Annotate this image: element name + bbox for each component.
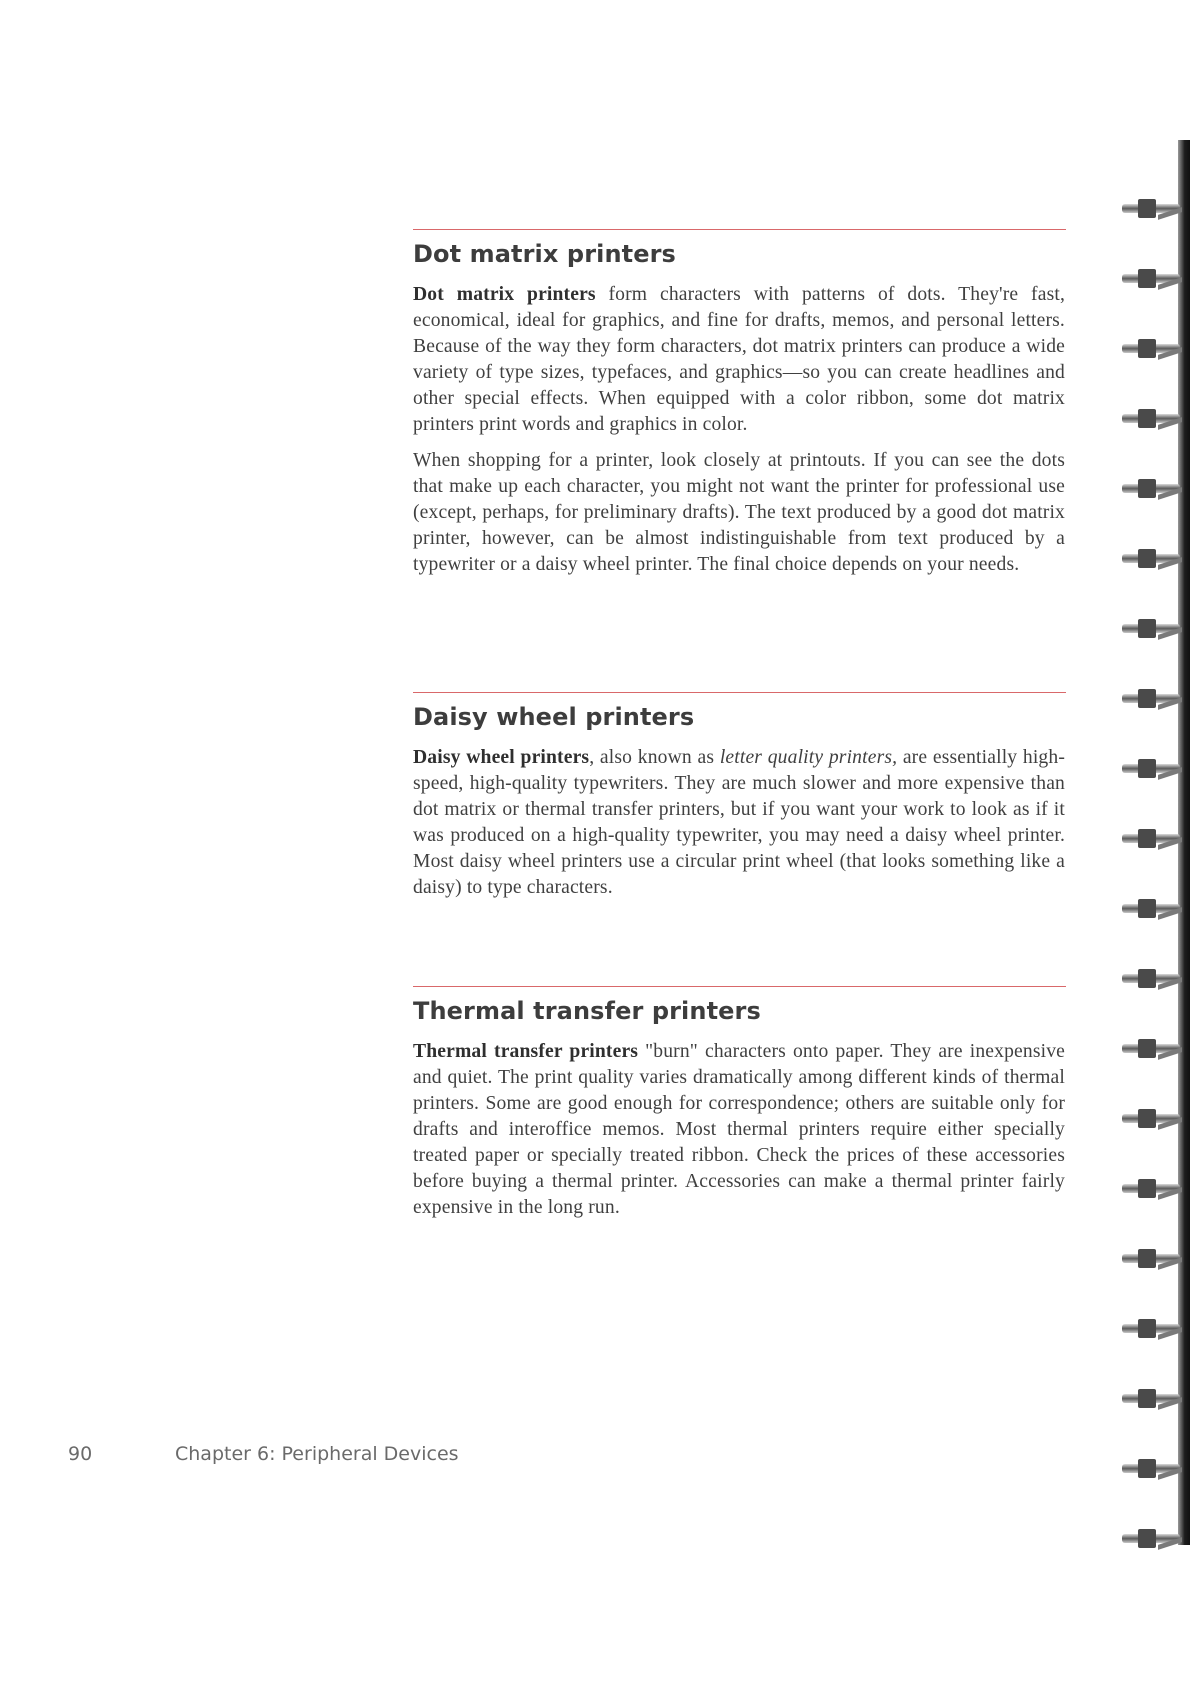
bold-term: Daisy wheel printers <box>413 747 590 768</box>
section-daisy-wheel <box>413 692 1068 901</box>
binding-coil <box>1118 756 1186 782</box>
coil-knot <box>1138 1109 1156 1128</box>
binding-coil <box>1118 476 1186 502</box>
section-heading: Daisy wheel printers <box>413 703 695 731</box>
section-divider <box>413 986 1066 987</box>
paragraph-text-lead: , also known as <box>589 747 720 768</box>
paragraph-text: When shopping for a printer, look closely at printouts. If you can see the dots that make up each character, you might not want the printer for professional use (except, perhaps, for preliminary drafts). The text produced by a good dot matrix printer, however, can be almost indistinguishable from text produced by a typewriter or a daisy wheel printer. The final choice depends on your needs. <box>413 450 1065 575</box>
coil-knot <box>1138 1319 1156 1338</box>
coil-knot <box>1138 1179 1156 1198</box>
binding-coil <box>1118 546 1186 572</box>
binding-coil <box>1118 1526 1186 1552</box>
spiral-binding <box>1118 140 1190 1545</box>
binding-coil <box>1118 406 1186 432</box>
binding-coil <box>1118 1386 1186 1412</box>
coil-knot <box>1138 339 1156 358</box>
binding-coil <box>1118 196 1186 222</box>
bold-term: Thermal transfer printers <box>413 1041 639 1062</box>
paragraph-text: "burn" characters onto paper. They are inexpensive and quiet. The print quality varies dramatically among different kinds of thermal printers. Some are good enough for correspondence; others are suitable only for drafts and interoffice memos. Most thermal printers require either specially treated paper or specially treated ribbon. Check the prices of these accessories before buying a thermal printer. Accessories can make a thermal printer fairly expensive in the long run. <box>413 1041 1065 1218</box>
binding-coil <box>1118 1106 1186 1132</box>
section-thermal-transfer <box>413 986 1068 1221</box>
binding-coil <box>1118 336 1186 362</box>
binding-coil <box>1118 1036 1186 1062</box>
section-heading: Thermal transfer printers <box>413 997 761 1025</box>
section-divider <box>413 692 1066 693</box>
coil-knot <box>1138 479 1156 498</box>
coil-knot <box>1138 759 1156 778</box>
coil-knot <box>1138 969 1156 988</box>
paragraph <box>413 745 1065 901</box>
coil-knot <box>1138 1459 1156 1478</box>
coil-knot <box>1138 409 1156 428</box>
paragraph-text: are essentially high-speed, high-quality typewriters. They are much slower and more expensive than dot matrix or thermal transfer printers, but if you want your work to look as if it was produced on a high-quality typewriter, you may need a daisy wheel printer. Most daisy wheel printers use a circular print wheel (that looks something like a daisy) to type characters. <box>413 747 1066 898</box>
binding-coil <box>1118 266 1186 292</box>
coil-knot <box>1138 1389 1156 1408</box>
chapter-title: Chapter 6: Peripheral Devices <box>175 1443 459 1465</box>
page-number: 90 <box>68 1443 93 1465</box>
binding-coil <box>1118 966 1186 992</box>
binding-coil <box>1118 1176 1186 1202</box>
bold-term: Dot matrix printers <box>413 284 596 305</box>
section-dot-matrix <box>413 229 1068 578</box>
binding-coil <box>1118 1316 1186 1342</box>
paragraph <box>413 448 1065 578</box>
coil-knot <box>1138 1249 1156 1268</box>
binding-coil <box>1118 686 1186 712</box>
coil-knot <box>1138 899 1156 918</box>
section-divider <box>413 229 1066 230</box>
section-heading: Dot matrix printers <box>413 240 676 268</box>
binding-coil <box>1118 896 1186 922</box>
binding-coil <box>1118 826 1186 852</box>
coil-knot <box>1138 689 1156 708</box>
coil-knot <box>1138 269 1156 288</box>
binding-coil <box>1118 616 1186 642</box>
binding-coil <box>1118 1456 1186 1482</box>
paragraph <box>413 1039 1065 1221</box>
coil-knot <box>1138 549 1156 568</box>
coil-knot <box>1138 1529 1156 1548</box>
paragraph-text: form characters with patterns of dots. They're fast, economical, ideal for graphics, and fine for drafts, memos, and personal letters. Because of the way they form characters, dot matrix printers can produce a wide variety of type sizes, typefaces, and graphics—so you can create headlines and other special effects. When equipped with a color ribbon, some dot matrix printers print words and graphics in color. <box>413 284 1065 435</box>
coil-knot <box>1138 619 1156 638</box>
coil-knot <box>1138 199 1156 218</box>
italic-term: letter quality printers, <box>719 747 898 768</box>
coil-knot <box>1138 1039 1156 1058</box>
binding-coil <box>1118 1246 1186 1272</box>
coil-knot <box>1138 829 1156 848</box>
paragraph <box>413 282 1065 438</box>
